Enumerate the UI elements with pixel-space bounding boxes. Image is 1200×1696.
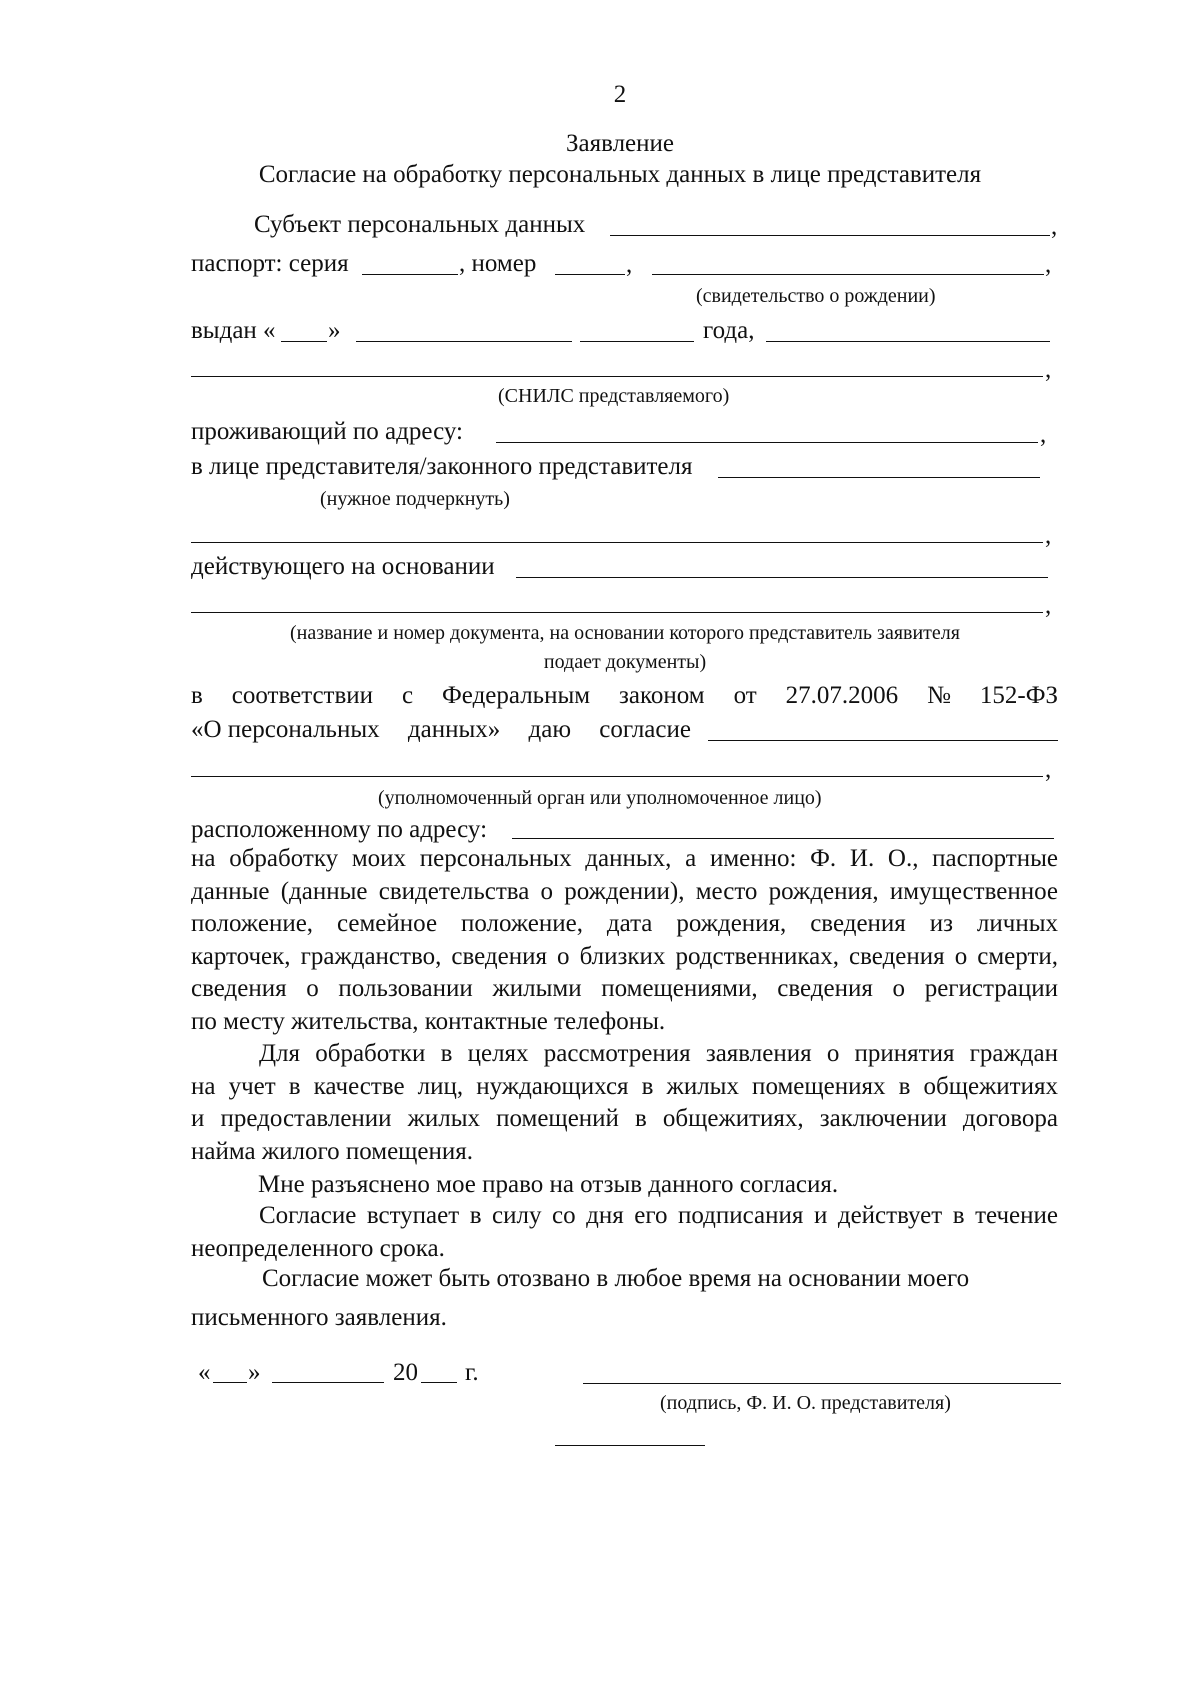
subject-name-field[interactable] xyxy=(610,235,1050,236)
law-word: согласие xyxy=(599,716,691,743)
validity-line: Согласие вступает в силу со дня его подписания и действует в течение xyxy=(259,1202,1058,1229)
authority-caption: (уполномоченный орган или уполномоченное лицо) xyxy=(378,787,822,809)
basis-caption-line2: подает документы) xyxy=(543,651,707,673)
law-word: законом xyxy=(619,682,705,709)
authority-field[interactable] xyxy=(708,740,1058,741)
purpose-line: и предоставлении жилых помещений в общежитиях, заключении договора xyxy=(191,1105,1058,1132)
comma: , xyxy=(1045,592,1052,619)
representative-name-field-continued[interactable] xyxy=(191,542,1043,543)
subject-label: Субъект персональных данных xyxy=(254,211,586,238)
law-word: «О персональных xyxy=(191,716,380,743)
body-line: положение, семейное положение, дата рождения, сведения из личных xyxy=(191,910,1058,937)
residing-label: проживающий по адресу: xyxy=(191,418,463,445)
law-number-sign: № xyxy=(927,682,951,709)
comma: , xyxy=(1045,356,1052,383)
revocable-line2: письменного заявления. xyxy=(191,1304,447,1331)
law-reference-line xyxy=(191,681,1058,711)
comma: , xyxy=(1045,251,1052,278)
basis-label: действующего на основании xyxy=(191,553,495,580)
law-word: с xyxy=(401,682,414,709)
purpose-line: найма жилого помещения. xyxy=(191,1137,474,1165)
comma: , xyxy=(1040,421,1047,448)
date-month-field[interactable] xyxy=(272,1382,384,1383)
footer-divider xyxy=(555,1445,705,1446)
date-open-quote: « xyxy=(198,1359,211,1386)
page-number: 2 xyxy=(613,81,627,108)
body-line: сведения о пользовании жилыми помещениями, сведения о регистрации xyxy=(191,975,1058,1002)
body-line: данные (данные свидетельства о рождении), место рождения, имущественное xyxy=(191,877,1058,905)
validity-line: неопределенного срока. xyxy=(191,1234,445,1262)
law-word: соответствии xyxy=(231,682,374,709)
document-subtitle: Согласие на обработку персональных данных в лице представителя xyxy=(258,161,982,188)
issued-by-field[interactable] xyxy=(766,341,1050,342)
purpose-paragraph xyxy=(191,1038,1058,1168)
comma: , xyxy=(1045,522,1052,549)
date-year-field[interactable] xyxy=(421,1382,457,1383)
authority-field-continued[interactable] xyxy=(191,776,1043,777)
purpose-line: Для обработки в целях рассмотрения заявления о принятия граждан xyxy=(259,1040,1058,1067)
basis-document-field[interactable] xyxy=(516,577,1048,578)
issued-day-field[interactable] xyxy=(281,341,327,342)
underline-caption: (нужное подчеркнуть) xyxy=(320,488,510,510)
validity-paragraph xyxy=(191,1200,1058,1265)
body-line: на обработку моих персональных данных, а именно: Ф. И. О., паспортные xyxy=(191,845,1058,872)
representative-name-field[interactable] xyxy=(718,477,1040,478)
law-number: 152-ФЗ xyxy=(979,682,1058,709)
located-address-field[interactable] xyxy=(512,838,1054,839)
revocable-line1: Согласие может быть отозвано в любое время на основании моего xyxy=(262,1265,970,1292)
snils-field[interactable] xyxy=(191,376,1043,377)
revocation-right-text: Мне разъяснено мое право на отзыв данного согласия. xyxy=(258,1171,839,1198)
year-label: года, xyxy=(703,317,755,344)
document-title: Заявление xyxy=(565,130,675,157)
birth-certificate-caption: (свидетельство о рождении) xyxy=(696,285,936,307)
law-word: данных» xyxy=(407,716,501,743)
basis-caption-line1: (название и номер документа, на основании которого представитель заявителя xyxy=(290,622,960,644)
issued-month-field[interactable] xyxy=(356,341,572,342)
passport-series-field[interactable] xyxy=(362,274,458,275)
date-day-field[interactable] xyxy=(213,1382,247,1383)
basis-document-field-continued[interactable] xyxy=(191,612,1043,613)
passport-series-label: паспорт: серия xyxy=(191,250,349,277)
representative-label: в лице представителя/законного представителя xyxy=(191,453,693,480)
year-suffix: г. xyxy=(465,1359,479,1386)
located-label: расположенному по адресу: xyxy=(191,816,488,843)
law-word: от xyxy=(733,682,757,709)
issued-year-field[interactable] xyxy=(580,341,694,342)
law-word: Федеральным xyxy=(442,682,591,709)
residing-address-field[interactable] xyxy=(496,442,1038,443)
signature-field[interactable] xyxy=(583,1383,1061,1384)
comma: , xyxy=(1045,756,1052,783)
consent-line xyxy=(191,715,691,745)
body-paragraph xyxy=(191,843,1058,1038)
law-word: в xyxy=(191,682,203,709)
purpose-line: на учет в качестве лиц, нуждающихся в жилых помещениях в общежитиях xyxy=(191,1072,1058,1100)
issued-close-quote: » xyxy=(328,317,341,344)
year-prefix: 20 xyxy=(393,1359,418,1386)
issued-label: выдан « xyxy=(191,317,276,344)
passport-number-label: , номер xyxy=(459,250,537,277)
comma: , xyxy=(626,251,633,278)
signature-caption: (подпись, Ф. И. О. представителя) xyxy=(660,1392,951,1414)
law-word: даю xyxy=(528,716,571,743)
date-close-quote: » xyxy=(248,1359,261,1386)
comma: , xyxy=(1051,213,1058,240)
snils-caption: (СНИЛС представляемого) xyxy=(498,385,730,407)
passport-number-field[interactable] xyxy=(555,274,625,275)
body-line: карточек, гражданство, сведения о близких родственниках, сведения о смерти, xyxy=(191,942,1058,970)
birth-certificate-field[interactable] xyxy=(652,274,1044,275)
body-line: по месту жительства, контактные телефоны. xyxy=(191,1007,666,1035)
law-date: 27.07.2006 xyxy=(785,682,899,709)
